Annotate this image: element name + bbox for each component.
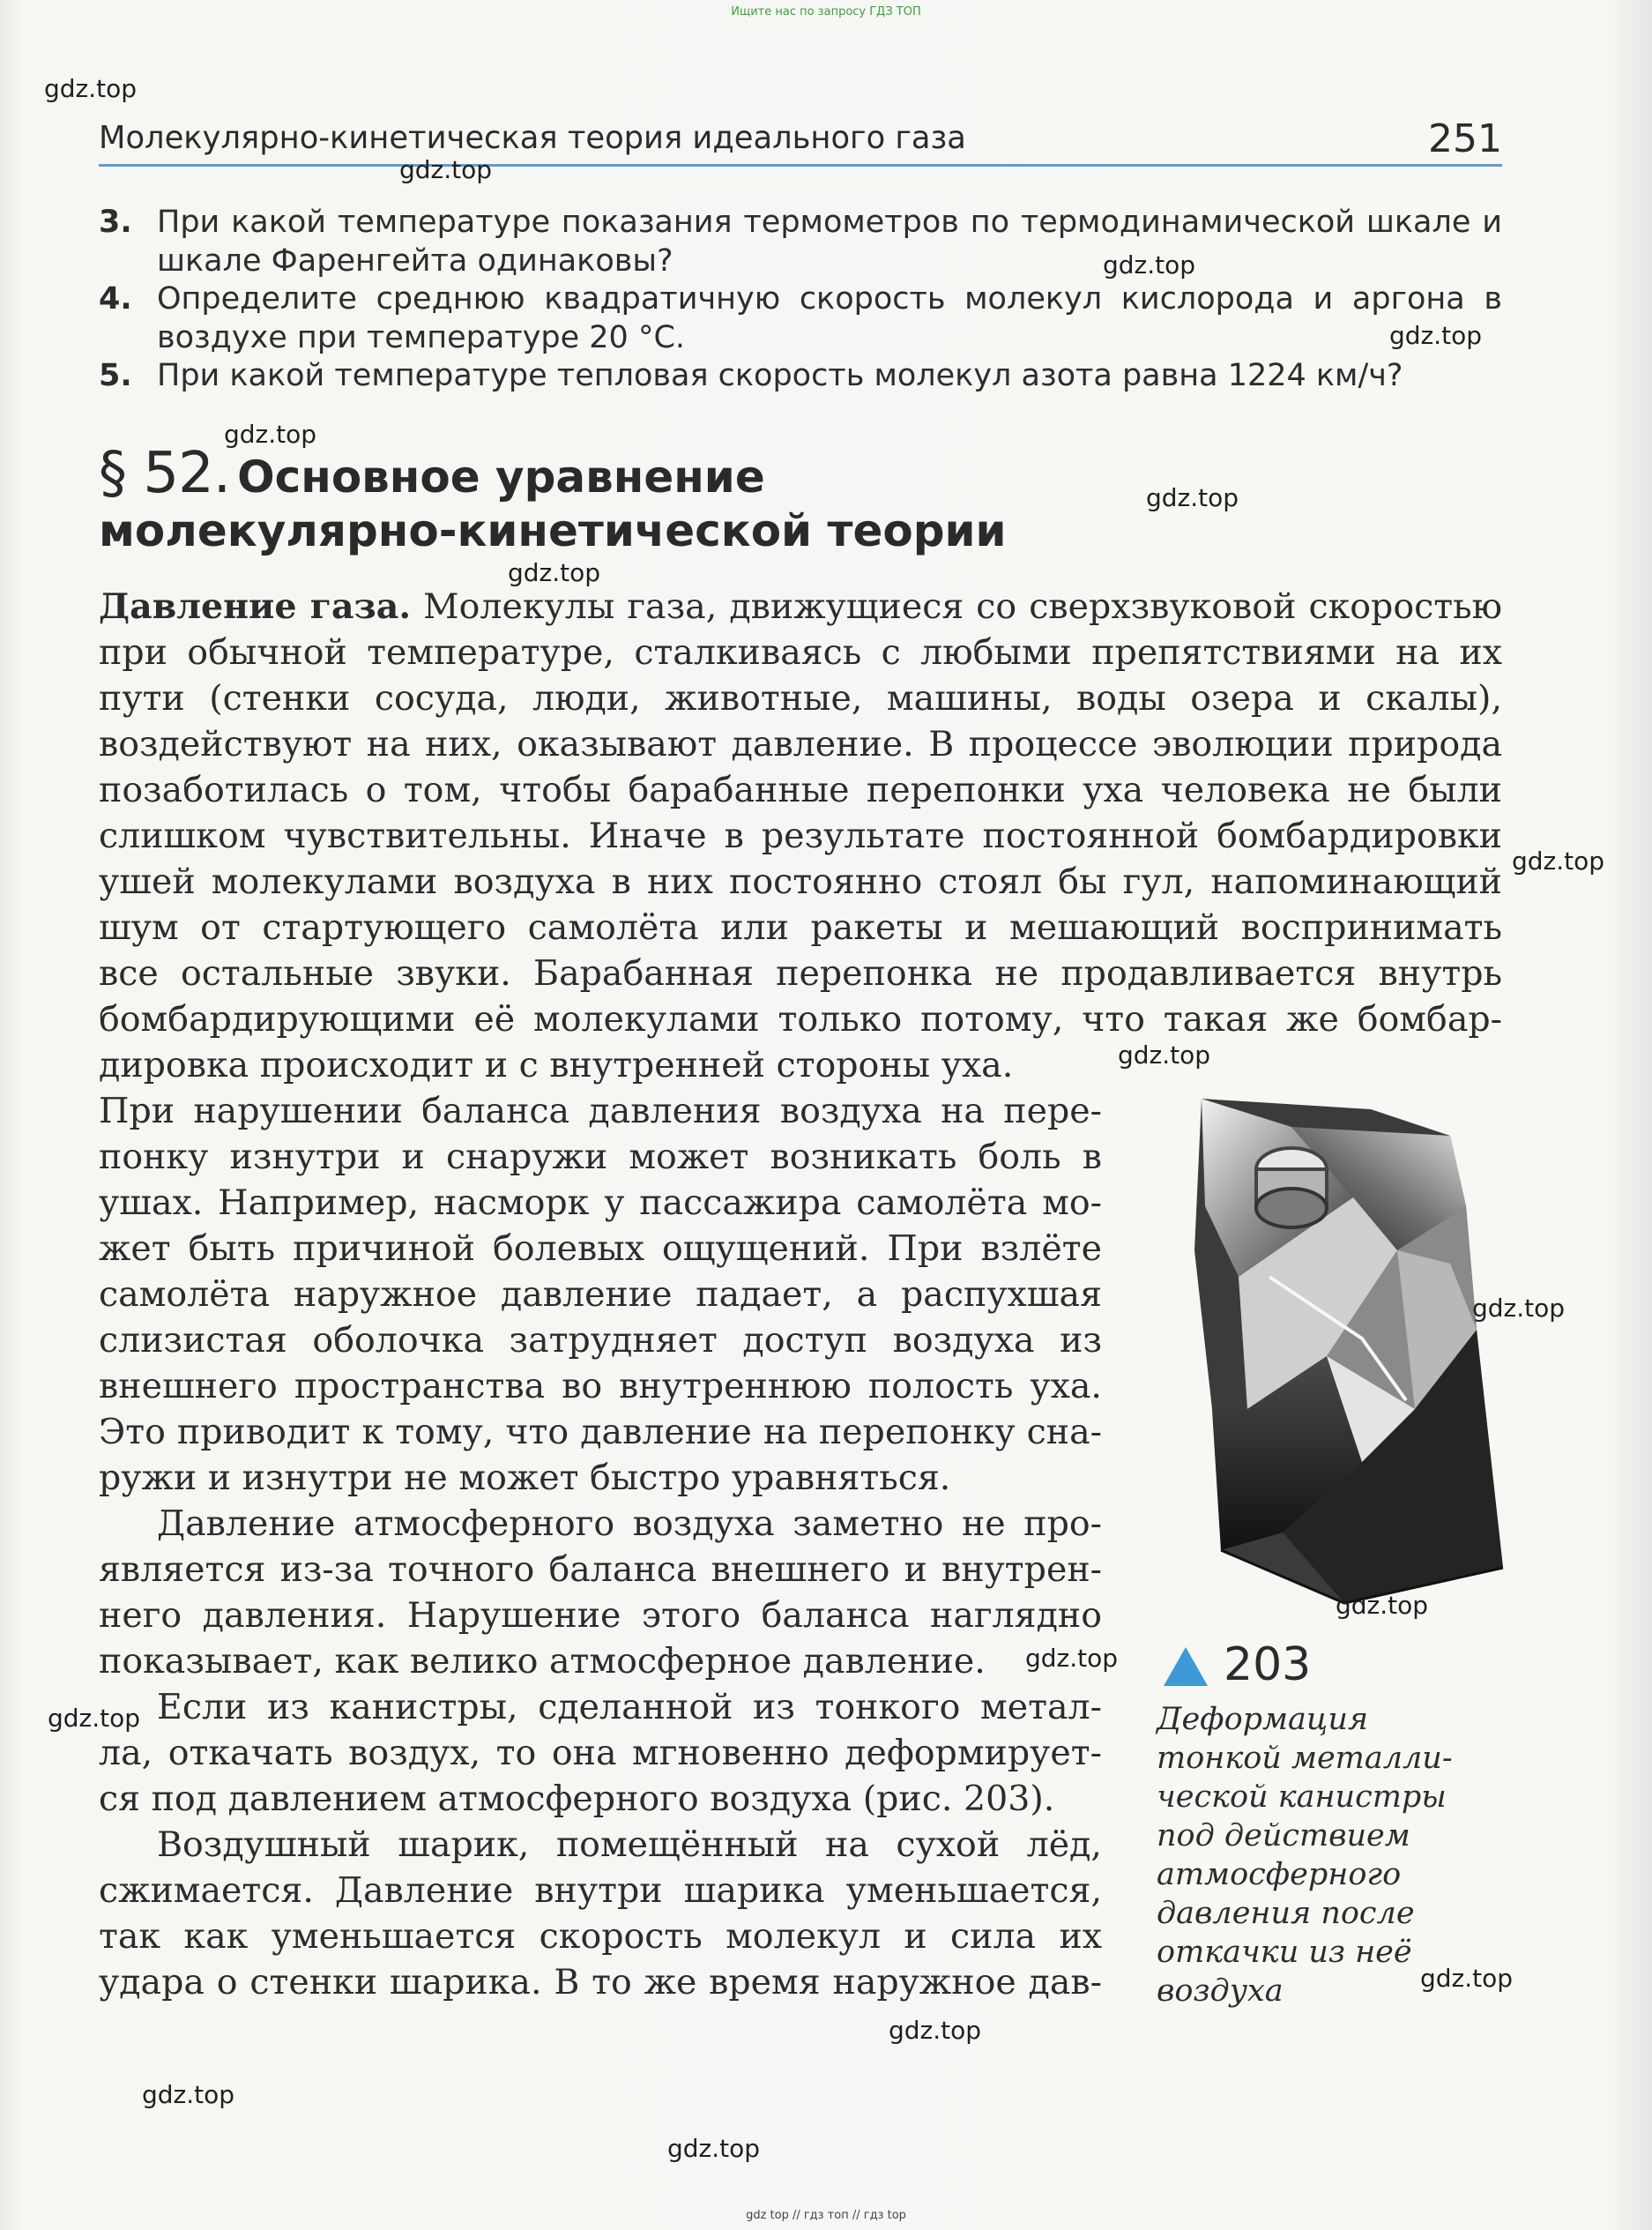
text-line: шум от стартующего самолёта или ракеты и мешающий воспринимать <box>99 907 1502 948</box>
caption-line: тонкой металли- <box>1157 1741 1453 1776</box>
crushed-canister-figure <box>1186 1074 1521 1619</box>
text-line: удара о стенки шарика. В то же время наружное дав- <box>99 1962 1102 2003</box>
section-title-line2: молекулярно-кинетической теории <box>99 505 1007 556</box>
question-text: При какой температуре тепловая скорость молекул азота равна 1224 км/ч? <box>157 358 1403 393</box>
watermark: gdz.top <box>667 2134 761 2163</box>
text-line: ла, откачать воздух, то она мгновенно деформирует- <box>99 1733 1102 1773</box>
question-number: 5. <box>99 358 132 393</box>
question-text: При какой температуре показания термометров по термодинамической шкале и шкале Фаренгейта одинаковы? <box>157 205 1502 279</box>
section-heading <box>99 441 1157 556</box>
section-title-line1: Основное уравнение <box>237 451 765 503</box>
figure-number: 203 <box>1224 1638 1312 1691</box>
top-search-hint: Ищите нас по запросу ГДЗ ТОП <box>731 5 921 19</box>
watermark: gdz.top <box>1420 1964 1514 1993</box>
watermark: gdz.top <box>1025 1644 1119 1673</box>
question-text: Определите среднюю квадратичную скорость молекул кислорода и аргона в воздухе при температуре 20 °С. <box>157 281 1502 355</box>
paragraph-pressure-narrow <box>99 1042 1102 2005</box>
text-line: бомбардирующими её молекулами только потому, что такая же бомбар- <box>99 999 1502 1040</box>
text-line: показывает, как велико атмосферное давление. <box>99 1641 986 1682</box>
caption-line: давления после <box>1157 1896 1415 1931</box>
question-4 <box>99 280 1502 357</box>
text-line: Это приводит к тому, что давление на перепонку сна- <box>99 1412 1102 1452</box>
text-line: ружи и изнутри не может быстро уравняться. <box>99 1458 951 1498</box>
text-line: так как уменьшается скорость молекул и сила их <box>99 1916 1102 1957</box>
watermark: gdz.top <box>1389 321 1483 350</box>
text-line: Воздушный шарик, помещённый на сухой лёд, <box>157 1824 1102 1865</box>
page-number: 251 <box>1428 116 1502 161</box>
question-number: 4. <box>99 281 132 317</box>
watermark: gdz.top <box>1472 1294 1566 1323</box>
text-line: Если из канистры, сделанной из тонкого метал- <box>157 1687 1102 1727</box>
text-line: самолёта наружное давление падает, а распухшая <box>99 1274 1102 1315</box>
caption-line: Деформация <box>1157 1702 1369 1737</box>
text-line: понку изнутри и снаружи может возникать боль в <box>99 1137 1102 1177</box>
text-line: позаботилась о том, чтобы барабанные перепонки уха человека не были <box>99 770 1502 810</box>
watermark: gdz.top <box>1146 483 1239 512</box>
watermark: gdz.top <box>399 155 493 184</box>
text-line: все остальные звуки. Барабанная перепонка не продавливается внутрь <box>99 953 1502 994</box>
paragraph-pressure-wide <box>99 584 1502 1042</box>
caption-line: откачки из неё <box>1157 1935 1412 1970</box>
watermark: gdz.top <box>1336 1591 1429 1620</box>
section-number: § 52. <box>99 441 231 506</box>
chapter-title: Молекулярно-кинетическая теория идеального газа <box>99 120 966 156</box>
text-line: Давление газа. Молекулы газа, движущиеся со сверхзвуковой скоростью <box>99 586 1502 627</box>
blue-triangle-icon <box>1162 1645 1209 1688</box>
text-line: При нарушении баланса давления воздуха на пере- <box>99 1091 1102 1131</box>
watermark: gdz.top <box>1512 847 1605 876</box>
question-5 <box>99 356 1502 395</box>
page-header <box>99 116 1502 167</box>
watermark: gdz.top <box>224 420 317 449</box>
text-line: ушей молекулами воздуха в них постоянно стоял бы гул, напоминающий <box>99 861 1502 902</box>
text-line: Давление атмосферного воздуха заметно не про- <box>157 1503 1102 1544</box>
bottom-hint: gdz top // гдз топ // гдз top <box>746 2209 906 2222</box>
text-line: внешнего пространства во внутреннюю полость уха. <box>99 1366 1102 1406</box>
caption-line: воздуха <box>1157 1973 1284 2009</box>
text-line: слишком чувствительны. Иначе в результате постоянной бомбардировки <box>99 816 1502 856</box>
watermark: gdz.top <box>1118 1040 1211 1070</box>
caption-line: под действием <box>1157 1818 1410 1853</box>
text-line: слизистая оболочка затрудняет доступ воздуха из <box>99 1320 1102 1361</box>
caption-line: ческой канистры <box>1157 1779 1447 1815</box>
text-line: ся под давлением атмосферного воздуха (рис. 203). <box>99 1779 1055 1819</box>
text-line: при обычной температуре, сталкиваясь с любыми препятствиями на их <box>99 632 1502 673</box>
text-line: воздействуют на них, оказывают давление. В процессе эволюции природа <box>99 724 1502 764</box>
text-line: сжимается. Давление внутри шарика уменьшается, <box>99 1870 1102 1911</box>
triangle-marker <box>1164 1647 1208 1686</box>
text-line: дировка происходит и с внутренней стороны уха. <box>99 1045 1014 1085</box>
text-line: является из-за точного баланса внешнего и внутрен- <box>99 1549 1102 1590</box>
text-line: ушах. Например, насморк у пассажира самолёта мо- <box>99 1182 1102 1223</box>
question-3 <box>99 203 1502 280</box>
text-line: пути (стенки сосуда, люди, животные, машины, воды озера и скалы), <box>99 678 1502 719</box>
watermark: gdz.top <box>142 2080 235 2109</box>
question-number: 3. <box>99 205 132 240</box>
text-line: жет быть причиной болевых ощущений. При взлёте <box>99 1228 1102 1269</box>
paragraph-lead: Давление газа. <box>99 586 412 627</box>
text-line: него давления. Нарушение этого баланса наглядно <box>99 1595 1102 1636</box>
watermark: gdz.top <box>48 1704 141 1733</box>
watermark: gdz.top <box>1103 250 1196 280</box>
watermark: gdz.top <box>508 558 601 587</box>
watermark: gdz.top <box>889 2016 982 2045</box>
caption-line: атмосферного <box>1157 1857 1402 1892</box>
watermark: gdz.top <box>44 74 138 103</box>
